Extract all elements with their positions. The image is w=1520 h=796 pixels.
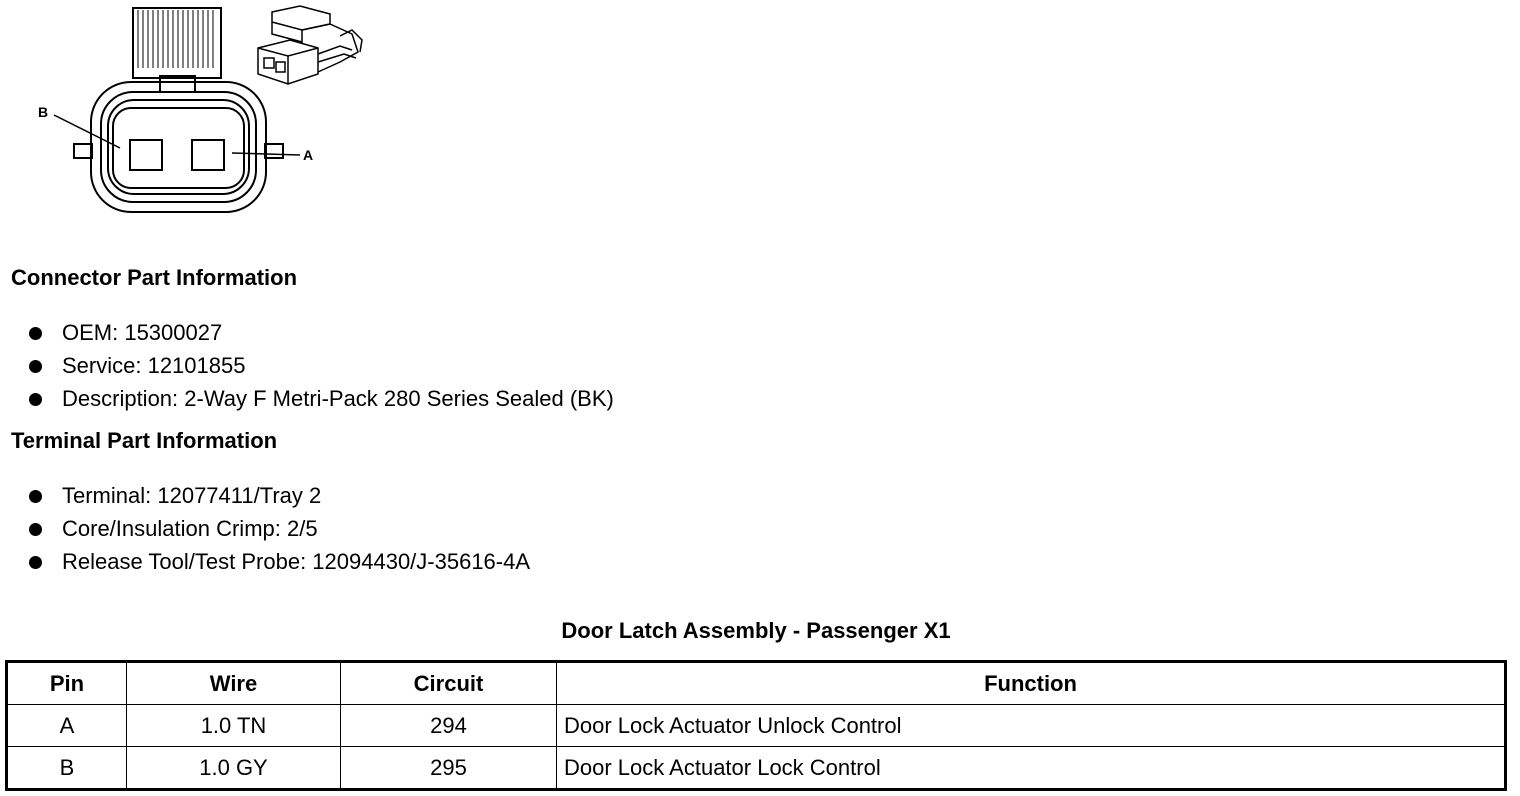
bullet-icon xyxy=(29,490,42,503)
cell-circuit: 295 xyxy=(341,747,557,790)
table-header-row xyxy=(7,662,1506,705)
cell-wire: 1.0 GY xyxy=(127,747,341,790)
terminal-release-tool: Release Tool/Test Probe: 12094430/J-35616-4A xyxy=(62,549,531,574)
cell-pin: B xyxy=(7,747,127,790)
bullet-icon xyxy=(29,523,42,536)
cavity-a xyxy=(192,140,224,170)
cell-function: Door Lock Actuator Unlock Control xyxy=(557,705,1506,747)
cell-pin: A xyxy=(7,705,127,747)
connector-info-list xyxy=(28,320,614,419)
table-row xyxy=(7,705,1506,747)
label-a: A xyxy=(303,147,314,163)
terminal-crimp: Core/Insulation Crimp: 2/5 xyxy=(62,516,318,541)
list-item xyxy=(28,353,614,386)
connector-service: Service: 12101855 xyxy=(62,353,246,378)
list-item xyxy=(28,549,530,582)
header-function: Function xyxy=(557,662,1506,705)
list-item xyxy=(28,516,530,549)
cell-circuit: 294 xyxy=(341,705,557,747)
connector-diagram xyxy=(0,0,380,225)
connector-oem: OEM: 15300027 xyxy=(62,320,223,345)
pinout-table xyxy=(5,660,1507,791)
bullet-icon xyxy=(29,360,42,373)
cell-function: Door Lock Actuator Lock Control xyxy=(557,747,1506,790)
list-item xyxy=(28,320,614,353)
table-row xyxy=(7,747,1506,790)
terminal-info-heading: Terminal Part Information xyxy=(11,428,278,453)
terminal-part: Terminal: 12077411/Tray 2 xyxy=(62,483,322,508)
table-title: Door Latch Assembly - Passenger X1 xyxy=(561,618,951,643)
label-b: B xyxy=(38,104,49,120)
connector-description: Description: 2-Way F Metri-Pack 280 Series Sealed (BK) xyxy=(62,386,614,411)
header-wire: Wire xyxy=(127,662,341,705)
cell-wire: 1.0 TN xyxy=(127,705,341,747)
terminal-info-list xyxy=(28,483,530,582)
bullet-icon xyxy=(29,327,42,340)
cavity-b xyxy=(130,140,162,170)
header-pin: Pin xyxy=(7,662,127,705)
list-item xyxy=(28,483,530,516)
list-item xyxy=(28,386,614,419)
header-circuit: Circuit xyxy=(341,662,557,705)
bullet-icon xyxy=(29,393,42,406)
connector-isometric-icon xyxy=(258,6,362,84)
bullet-icon xyxy=(29,556,42,569)
connector-info-heading: Connector Part Information xyxy=(11,265,298,290)
